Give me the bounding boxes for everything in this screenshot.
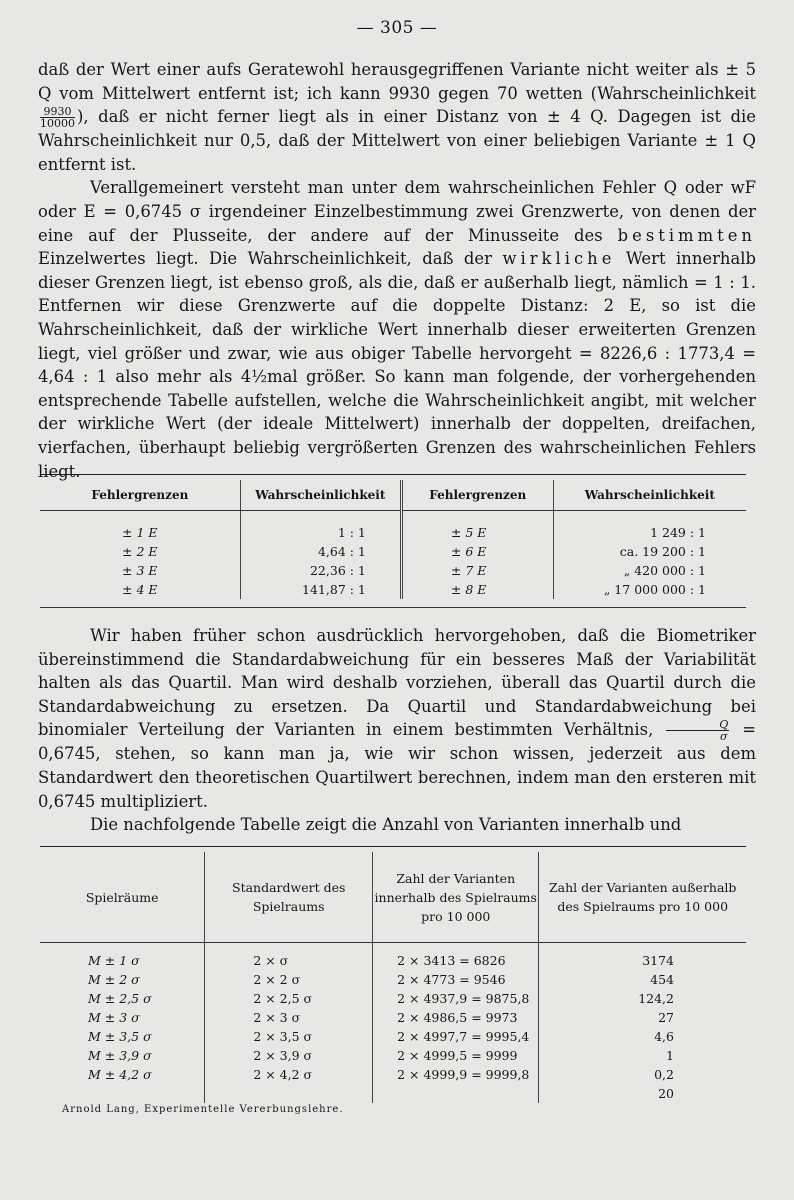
table-row <box>40 1084 746 1103</box>
table-cell-trailing-value: 20 <box>539 1084 746 1103</box>
table-1-header-cell: Wahrscheinlichkeit <box>553 480 746 511</box>
table-2-header-cell: Zahl der Varianten innerhalb des Spielraums pro 10 000 <box>373 852 539 943</box>
table-cell: 1 249 : 1 <box>553 511 746 543</box>
table-cell: „ 17 000 000 : 1 <box>553 580 746 599</box>
table-cell: ± 1 E <box>122 525 158 540</box>
table-cell: 2 × 3 σ <box>205 1008 373 1027</box>
table-cell: ± 4 E <box>122 582 158 597</box>
table-cell: 1 <box>539 1046 746 1065</box>
table-row <box>40 542 746 561</box>
table-cell: 27 <box>539 1008 746 1027</box>
probability-fraction <box>40 106 75 129</box>
quartil-ratio-fraction <box>666 719 729 742</box>
table-cell: ± 8 E <box>401 580 553 599</box>
table-cell: 22,36 : 1 <box>240 561 401 580</box>
page-number: — 305 — <box>356 18 438 38</box>
fraction-denominator: σ <box>720 730 728 744</box>
emphasized-word-wirkliche: wirkliche <box>502 249 616 269</box>
emphasized-word-bestimmten: bestimmten <box>617 225 756 245</box>
table-cell: 2 × 4986,5 = 9973 <box>373 1008 539 1027</box>
table-row <box>40 970 746 989</box>
fraction-numerator: 9930 <box>40 106 75 118</box>
paragraph-1-text-a: daß der Wert einer aufs Geratewohl herausgegriffenen Variante nicht weiter als ± 5 Q vom Mittelwert entfernt ist; ich kann 9930 gegen 70 wetten (Wahrscheinlichkeit <box>38 60 756 103</box>
paragraph-3 <box>38 624 756 813</box>
table-1-header-row <box>40 480 746 511</box>
paragraph-3-text-b: = 0,6745, stehen, so kann man ja, wie wir schon wissen, jederzeit aus dem Standardwert den theoretischen Quartilwert berechnen, indem man den ersteren mit 0,6745 multipliziert. <box>38 720 756 811</box>
table-cell: 2 × σ <box>205 943 373 971</box>
table-row <box>40 1008 746 1027</box>
table-cell: 2 × 4999,5 = 9999 <box>373 1046 539 1065</box>
paragraph-2 <box>38 176 756 483</box>
table-cell <box>373 1084 539 1103</box>
table-cell: 2 × 4997,7 = 9995,4 <box>373 1027 539 1046</box>
paragraph-2-text-a: Verallgemeinert versteht man unter dem wahrscheinlichen Fehler Q oder wF oder E = 0,6745 σ irgendeiner Einzelbestimmung zwei Grenzwerte, von denen der eine auf der Plusseite, der andere auf der Minusseite des <box>38 178 756 245</box>
body-text-continued <box>38 624 756 837</box>
table-cell: 2 × 3,9 σ <box>205 1046 373 1065</box>
table-cell: 2 × 3,5 σ <box>205 1027 373 1046</box>
table-row <box>40 1065 746 1084</box>
table-cell: ± 3 E <box>122 563 158 578</box>
table-cell: M ± 3,9 σ <box>88 1048 152 1063</box>
table-row <box>40 1046 746 1065</box>
table-cell: ca. 19 200 : 1 <box>553 542 746 561</box>
table-cell: 2 × 3413 = 6826 <box>373 943 539 971</box>
table-cell: M ± 2 σ <box>88 972 140 987</box>
table-row <box>40 561 746 580</box>
table-cell: M ± 4,2 σ <box>88 1067 152 1082</box>
paragraph-1 <box>38 58 756 176</box>
table-cell: 2 × 2,5 σ <box>205 989 373 1008</box>
table-2-top-rule <box>40 846 746 847</box>
fraction-denominator: 10000 <box>40 117 75 131</box>
error-limits-table <box>40 480 746 599</box>
table-cell: 124,2 <box>539 989 746 1008</box>
table-row <box>40 943 746 971</box>
table-cell: 2 × 4,2 σ <box>205 1065 373 1084</box>
table-cell: 4,64 : 1 <box>240 542 401 561</box>
paragraph-3-text-a: Wir haben früher schon ausdrücklich hervorgehoben, daß die Biometriker übereinstimmend die Standardabweichung für ein besseres Maß der Variabilität halten als das Quartil. Man wird deshalb vorziehen, überall das Quartil durch die Standardabweichung zu ersetzen. Da Quartil und Standardabweichung bei binomialer Verteilung der Varianten in einem bestimmten Verhältnis, <box>38 626 756 740</box>
table-cell: M ± 3,5 σ <box>88 1029 152 1044</box>
table-row <box>40 1027 746 1046</box>
table-cell <box>205 1084 373 1103</box>
table-2-header-row <box>40 852 746 943</box>
table-cell: 0,2 <box>539 1065 746 1084</box>
table-cell: 2 × 4773 = 9546 <box>373 970 539 989</box>
body-text <box>38 58 756 483</box>
table-cell: M ± 2,5 σ <box>88 991 152 1006</box>
table-cell: 2 × 2 σ <box>205 970 373 989</box>
table-cell: ± 6 E <box>401 542 553 561</box>
table-cell: 3174 <box>539 943 746 971</box>
footer-signature: Arnold Lang, Experimentelle Vererbungslehre. <box>62 1104 344 1115</box>
table-cell: M ± 1 σ <box>88 953 140 968</box>
table-2-header-cell: Standardwert des Spielraums <box>205 852 373 943</box>
table-row <box>40 580 746 599</box>
table-2-header-cell: Zahl der Varianten außerhalb des Spielraums pro 10 000 <box>539 852 746 943</box>
variants-table <box>40 852 746 1103</box>
table-cell: 4,6 <box>539 1027 746 1046</box>
table-1-top-rule <box>40 474 746 475</box>
table-cell: „ 420 000 : 1 <box>553 561 746 580</box>
table-cell: ± 7 E <box>401 561 553 580</box>
paragraph-2-text-c: Wert innerhalb dieser Grenzen liegt, ist ebenso groß, als die, daß er außerhalb liegt, nämlich = 1 : 1. Entfernen wir diese Grenzwerte auf die doppelte Distanz: 2 E, so ist die Wahrscheinlichkeit, daß der wirkliche Wert innerhalb dieser erweiterten Grenzen liegt, viel größer und zwar, wie aus obiger Tabelle hervorgeht = 8226,6 : 1773,4 = 4,64 : 1 also mehr als 4½mal größer. So kann man folgende, der vorhergehenden entsprechende Tabelle aufstellen, welche die Wahrscheinlichkeit angibt, mit welcher der wirkliche Wert (der ideale Mittelwert) innerhalb der doppelten, dreifachen, vierfachen, überhaupt beliebig vergrößerten Grenzen des wahrscheinlichen Fehlers liegt. <box>38 249 756 481</box>
table-cell: 1 : 1 <box>240 511 401 543</box>
paragraph-4 <box>38 813 756 837</box>
table-1-bottom-rule <box>40 607 746 608</box>
table-cell: 454 <box>539 970 746 989</box>
table-cell: ± 2 E <box>122 544 158 559</box>
table-cell <box>40 1084 205 1103</box>
table-cell: ± 5 E <box>401 511 553 543</box>
table-1-header-cell: Fehlergrenzen <box>401 480 553 511</box>
paragraph-1-text-b: ), daß er nicht ferner liegt als in einer Distanz von ± 4 Q. Dagegen ist die Wahrscheinlichkeit nur 0,5, daß der Mittelwert von einer beliebigen Variante ± 1 Q entfernt ist. <box>38 107 756 174</box>
table-cell: 141,87 : 1 <box>240 580 401 599</box>
table-1-header-cell: Fehlergrenzen <box>40 480 240 511</box>
table-cell: M ± 3 σ <box>88 1010 140 1025</box>
table-cell: 2 × 4999,9 = 9999,8 <box>373 1065 539 1084</box>
table-1-header-cell: Wahrscheinlichkeit <box>240 480 401 511</box>
paragraph-4-text: Die nachfolgende Tabelle zeigt die Anzahl von Varianten innerhalb und <box>90 815 682 835</box>
table-cell: 2 × 4937,9 = 9875,8 <box>373 989 539 1008</box>
table-row <box>40 511 746 543</box>
fraction-numerator: Q <box>666 719 729 731</box>
table-row <box>40 989 746 1008</box>
table-2-header-cell: Spielräume <box>40 852 205 943</box>
paragraph-2-text-b: Einzelwertes liegt. Die Wahrscheinlichkeit, daß der <box>38 249 503 269</box>
